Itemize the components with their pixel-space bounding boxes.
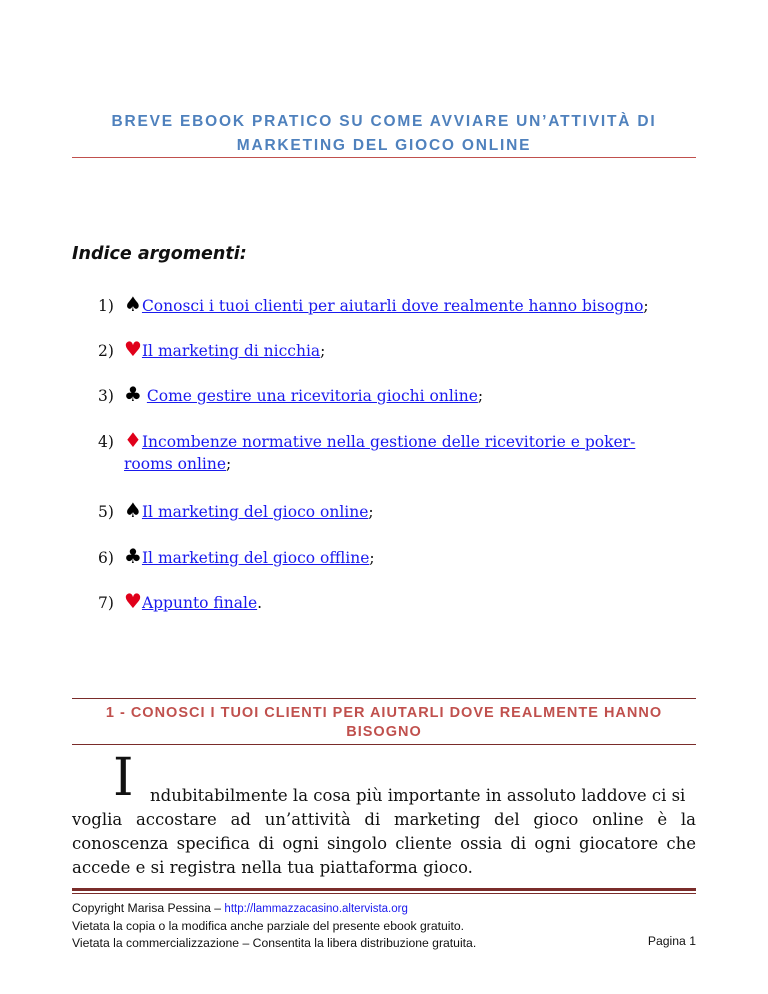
footer-line-3: Vietata la commercializzazione – Consentita la libera distribuzione gratuita. xyxy=(72,936,477,950)
footer-line-2: Vietata la copia o la modifica anche parziale del presente ebook gratuito. xyxy=(72,919,465,933)
toc-item-continuation xyxy=(124,452,231,476)
toc-heading: Indice argomenti: xyxy=(72,244,247,264)
page-number: Pagina 1 xyxy=(647,934,696,948)
toc-item xyxy=(98,544,375,570)
section-title xyxy=(72,704,696,742)
title-line-2: MARKETING DEL GIOCO ONLINE xyxy=(236,137,532,154)
section-title-line-1: 1 - CONOSCI I TUOI CLIENTI PER AIUTARLI DOVE REALMENTE HANNO xyxy=(105,705,663,721)
toc-number: 6) xyxy=(98,549,114,567)
title-divider xyxy=(72,157,696,158)
heart-icon: ♥ xyxy=(124,589,142,613)
toc-number: 2) xyxy=(98,342,114,360)
footer-copyright xyxy=(72,900,696,918)
copyright-text: Copyright Marisa Pessina – xyxy=(72,901,225,915)
toc-link-incombenze-cont[interactable]: rooms online xyxy=(124,455,227,473)
diamond-icon: ♦ xyxy=(124,428,142,452)
toc-number: 4) xyxy=(98,433,114,451)
drop-cap: I xyxy=(113,748,134,808)
toc-item xyxy=(98,382,483,408)
club-icon: ♣ xyxy=(124,382,142,406)
paragraph-line: conoscenza specifica di ogni singolo cliente ossia di ogni giocatore che xyxy=(72,834,696,853)
toc-number: 5) xyxy=(98,503,114,521)
toc-punct: ; xyxy=(477,387,484,405)
toc-link-incombenze[interactable]: Incombenze normative nella gestione delle ricevitorie e poker- xyxy=(141,433,636,451)
toc-item xyxy=(98,292,649,318)
section-divider-bottom xyxy=(72,744,696,745)
paragraph-line: voglia accostare ad un’attività di marketing del gioco online è la xyxy=(72,810,696,829)
spade-icon: ♠ xyxy=(124,498,142,522)
paragraph xyxy=(72,808,696,880)
toc-punct: ; xyxy=(320,342,326,360)
toc-number: 7) xyxy=(98,594,114,612)
toc-link-appunto-finale[interactable]: Appunto finale xyxy=(141,594,258,612)
toc-punct: ; xyxy=(643,297,649,315)
toc-link-marketing-nicchia[interactable]: Il marketing di nicchia xyxy=(141,342,321,360)
footer-divider-thin xyxy=(72,893,696,894)
toc-punct: ; xyxy=(368,503,374,521)
document-title xyxy=(72,110,696,158)
toc-item xyxy=(98,589,262,615)
title-line-1: BREVE EBOOK PRATICO SU COME AVVIARE UN’ATTIVITÀ DI xyxy=(111,113,657,130)
spade-icon: ♠ xyxy=(124,292,142,316)
toc-link-ricevitoria[interactable]: Come gestire una ricevitoria giochi online xyxy=(146,387,478,405)
section-divider-top xyxy=(72,698,696,699)
footer-divider-thick xyxy=(72,888,696,891)
club-icon: ♣ xyxy=(124,544,142,568)
toc-link-marketing-online[interactable]: Il marketing del gioco online xyxy=(141,503,369,521)
paragraph-line: accede e si registra nella tua piattaforma gioco. xyxy=(72,858,473,877)
toc-item xyxy=(98,337,325,363)
toc-number: 1) xyxy=(98,297,114,315)
heart-icon: ♥ xyxy=(124,337,142,361)
toc-item xyxy=(98,498,374,524)
footer xyxy=(72,900,696,952)
toc-punct: . xyxy=(257,594,263,612)
toc-punct: ; xyxy=(369,549,375,567)
paragraph-first-line: ndubitabilmente la cosa più importante in assoluto laddove ci si xyxy=(150,786,686,805)
footer-url-link[interactable]: http://lammazzacasino.altervista.org xyxy=(224,903,408,915)
toc-item xyxy=(98,428,636,473)
toc-link-conosci-clienti[interactable]: Conosci i tuoi clienti per aiutarli dove realmente hanno bisogno xyxy=(141,297,644,315)
section-title-line-2: BISOGNO xyxy=(346,724,422,740)
toc-link-marketing-offline[interactable]: Il marketing del gioco offline xyxy=(141,549,370,567)
toc-punct: ; xyxy=(226,455,232,473)
toc-number: 3) xyxy=(98,387,114,405)
